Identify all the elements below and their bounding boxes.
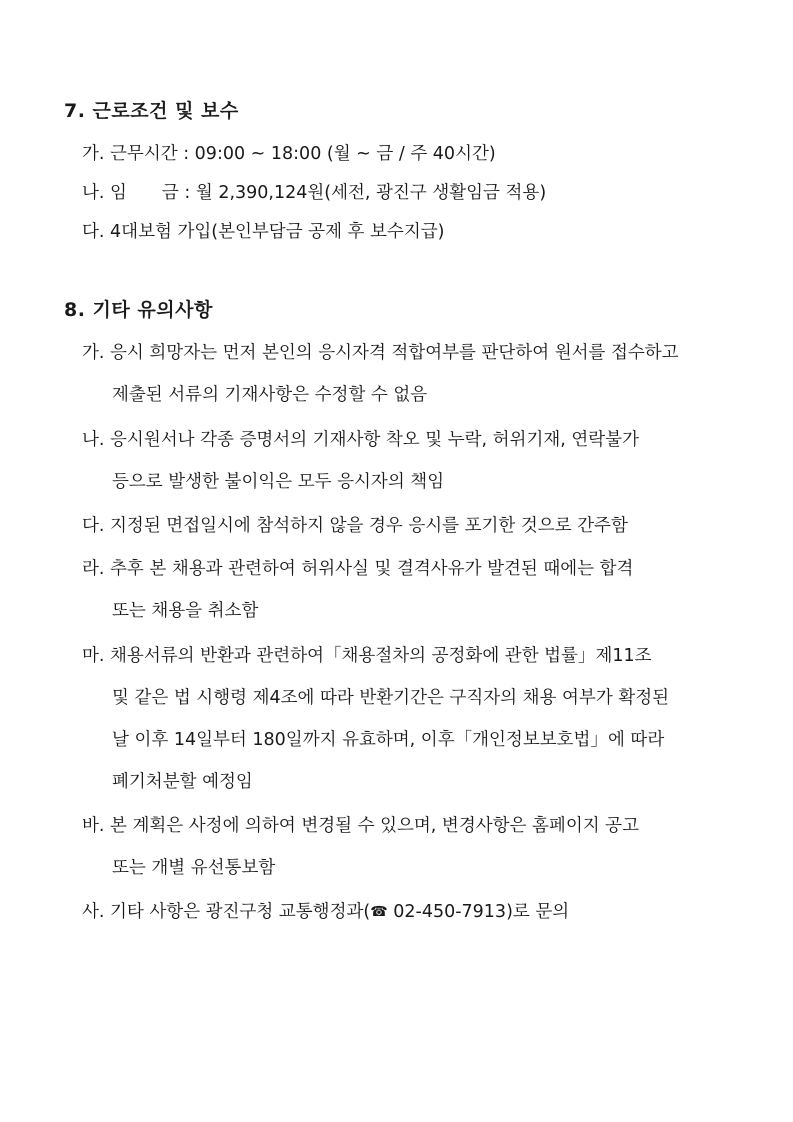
note-e-line-4: 폐기처분할 예정임 <box>112 772 253 792</box>
note-b-line-1: 나. 응시원서나 각종 증명서의 기재사항 착오 및 누락, 허위기재, 연락불가 <box>82 430 639 450</box>
note-a-line-1: 가. 응시 희망자는 먼저 본인의 응시자격 적합여부를 판단하여 원서를 접수하고 <box>82 343 679 363</box>
note-a-line-2: 제출된 서류의 기재사항은 수정할 수 없음 <box>112 385 428 405</box>
note-e-line-2: 및 같은 법 시행령 제4조에 따라 반환기간은 구직자의 채용 여부가 확정된 <box>112 688 670 708</box>
working-hours-line: 가. 근무시간 : 09:00 ~ 18:00 (월 ~ 금 / 주 40시간) <box>82 144 496 164</box>
note-e-line-3: 날 이후 14일부터 180일까지 유효하며, 이후「개인정보보호법」에 따라 <box>112 730 665 750</box>
note-e-line-1: 마. 채용서류의 반환과 관련하여「채용절차의 공정화에 관한 법률」제11조 <box>82 646 652 666</box>
note-c-line-1: 다. 지정된 면접일시에 참석하지 않을 경우 응시를 포기한 것으로 간주함 <box>82 516 628 536</box>
note-d-line-2: 또는 채용을 취소함 <box>112 601 259 621</box>
note-g-contact-line <box>82 904 569 922</box>
wage-line: 나. 임 금 : 월 2,390,124원(세전, 광진구 생활임금 적용) <box>82 183 547 203</box>
phone-icon: ☎ <box>370 904 388 920</box>
note-b-line-2: 등으로 발생한 불이익은 모두 응시자의 책임 <box>112 472 445 492</box>
note-d-line-1: 라. 추후 본 채용과 관련하여 허위사실 및 결격사유가 발견된 때에는 합격 <box>82 559 634 579</box>
section-title-working-conditions: 7. 근로조건 및 보수 <box>64 100 239 122</box>
note-f-line-2: 또는 개별 유선통보함 <box>112 858 276 878</box>
note-f-line-1: 바. 본 계획은 사정에 의하여 변경될 수 있으며, 변경사항은 홈페이지 공고 <box>82 816 639 836</box>
contact-prefix: 사. 기타 사항은 광진구청 교통행정과( <box>82 902 371 922</box>
section-title-notes: 8. 기타 유의사항 <box>64 299 213 321</box>
contact-suffix: )로 문의 <box>506 902 570 922</box>
contact-phone-number: 02-450-7913 <box>387 902 507 922</box>
insurance-line: 다. 4대보험 가입(본인부담금 공제 후 보수지급) <box>82 222 445 242</box>
